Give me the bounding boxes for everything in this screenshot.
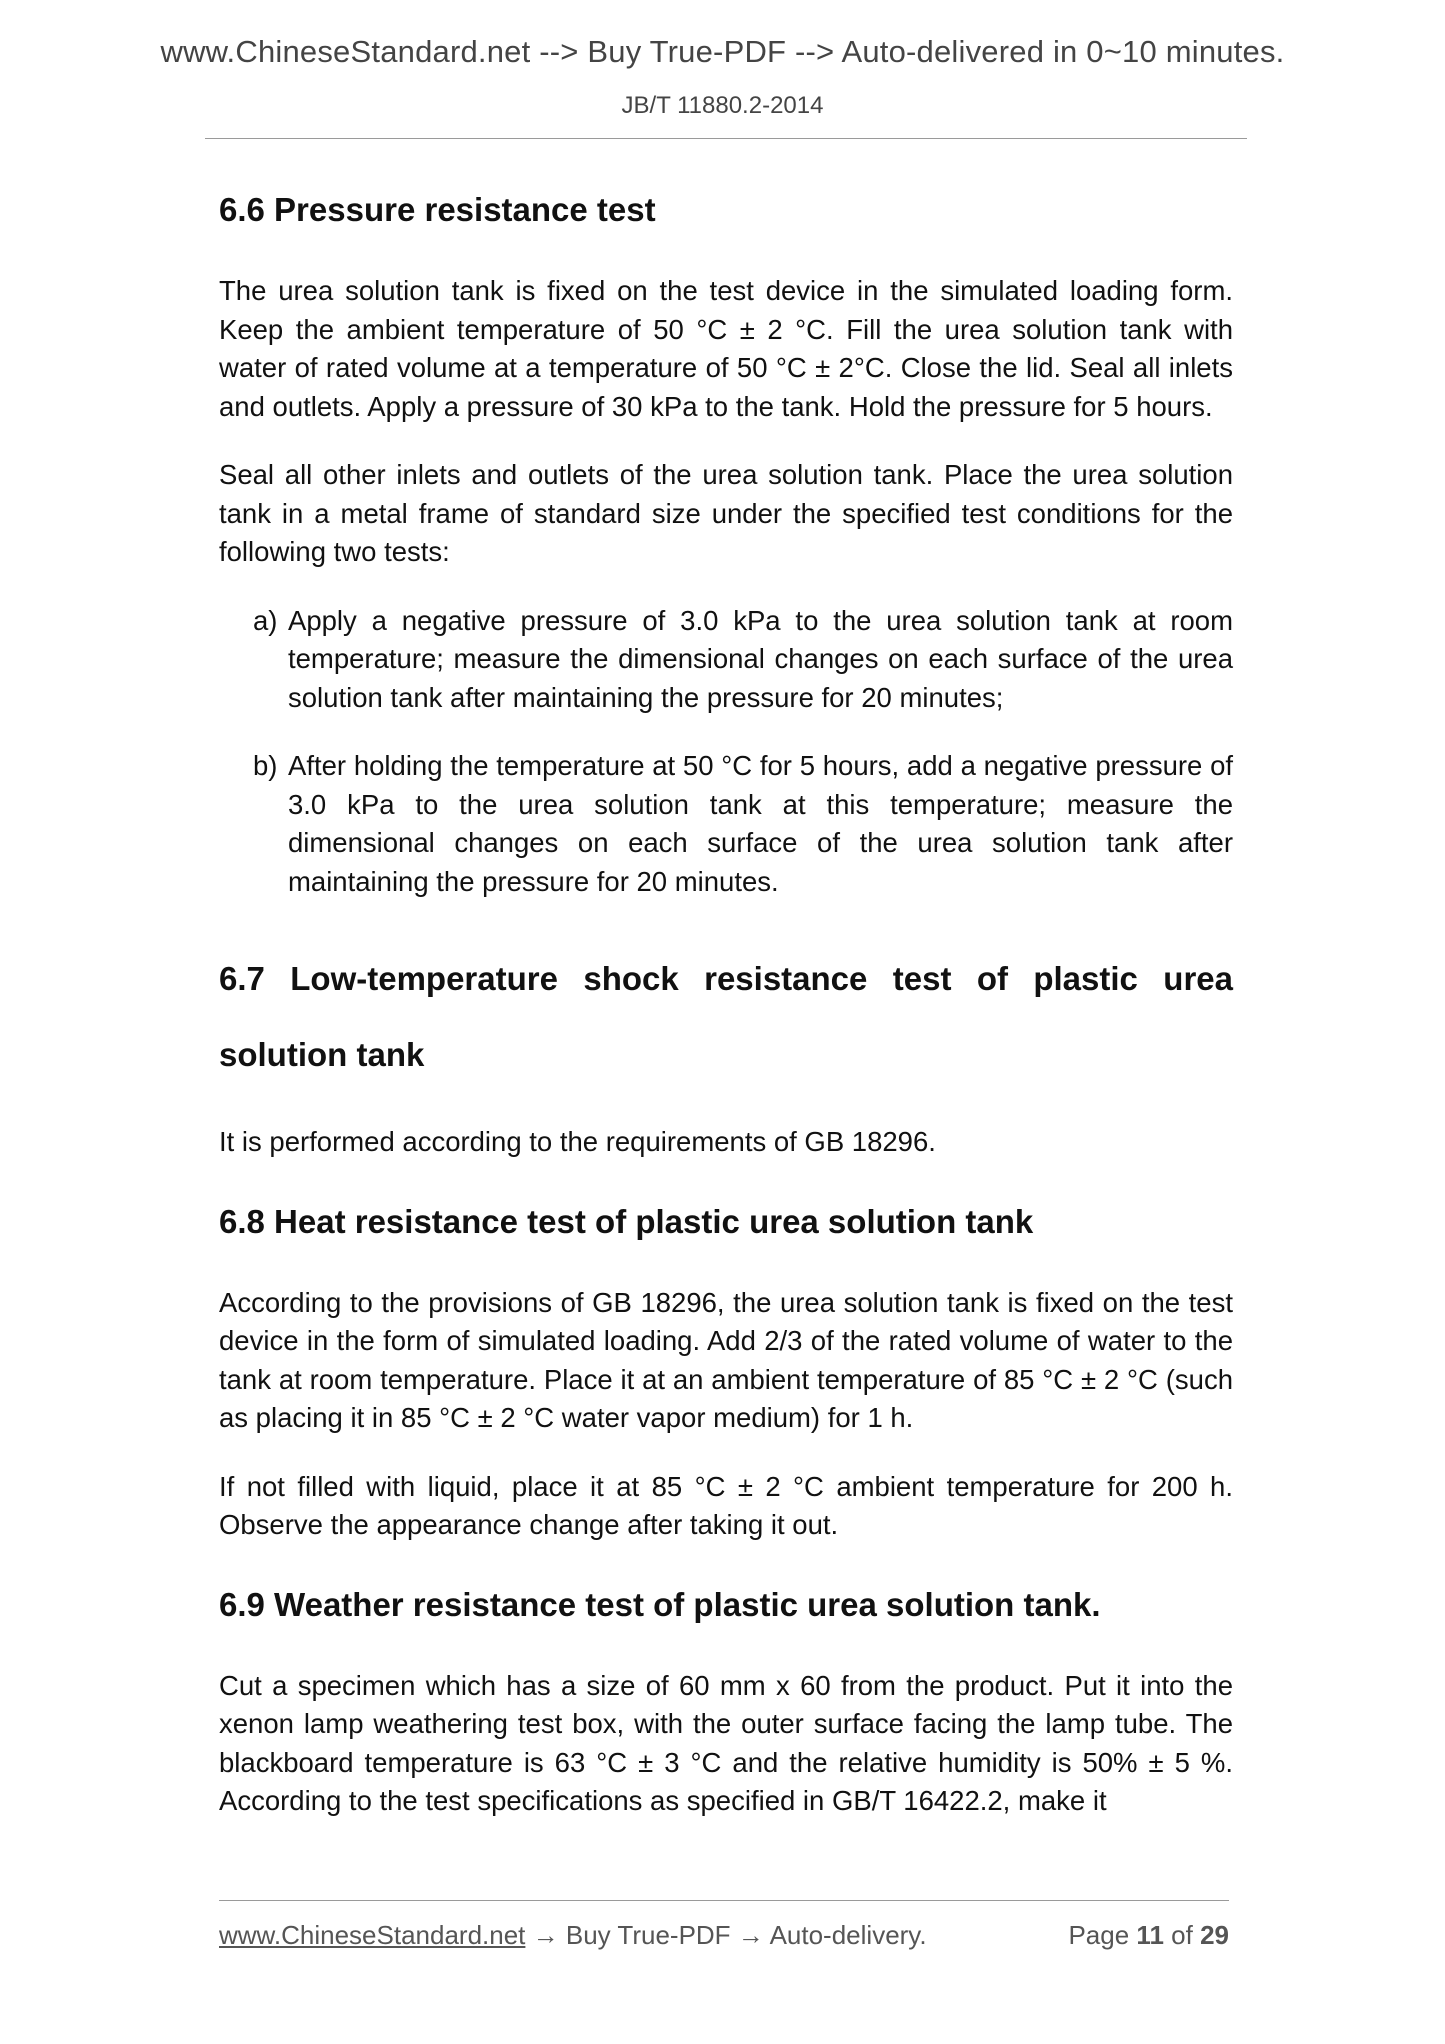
page-label: Page [1068,1920,1130,1950]
list-marker-a: a) [253,604,278,636]
section-6-8-paragraph-2: If not filled with liquid, place it at 85 °C ± 2 °C ambient temperature for 200 h. Observe the appearance change after taking it out. [219,1470,1233,1540]
header-divider [205,138,1247,139]
page-indicator [1068,1920,1229,1951]
section-6-8-heading: 6.8 Heat resistance test of plastic urea solution tank [219,1202,1034,1240]
list-item-a [219,602,1233,718]
section-6-6-paragraph-1: The urea solution tank is fixed on the test device in the simulated loading form. Keep the ambient temperature of 50 °C ± 2 °C. Fill the urea solution tank with water of rated volume at a temperature of 50 °C ± 2°C. Close the lid. Seal all inlets and outlets. Apply a pressure of 30 kPa to the tank. Hold the pressure for 5 hours. [219,275,1233,422]
footer-site-link[interactable]: www.ChineseStandard.net [219,1920,526,1950]
footer-tagline: → Buy True-PDF → Auto-delivery. [525,1920,927,1950]
section-6-9-paragraph-1: Cut a specimen which has a size of 60 mm x 60 from the product. Put it into the xenon lamp weathering test box, with the outer surface facing the lamp tube. The blackboard temperature is 63 °C ± 3 °C and the relative humidity is 50% ± 5 %. According to the test specifications as specified in GB/T 16422.2, make it [219,1669,1233,1816]
standard-number: JB/T 11880.2-2014 [621,92,824,119]
section-6-7-heading: 6.7 Low-temperature shock resistance test of plastic urea solution tank [219,960,1233,1073]
footer-divider [219,1900,1229,1901]
document-body [219,186,1233,1821]
section-6-6-heading: 6.6 Pressure resistance test [219,191,656,228]
site-banner: www.ChineseStandard.net --> Buy True-PDF --> Auto-delivered in 0~10 minutes. [160,34,1285,69]
section-6-6-paragraph-2: Seal all other inlets and outlets of the urea solution tank. Place the urea solution tank in a metal frame of standard size under the specified test conditions for the following two tests: [219,459,1233,567]
section-6-7-paragraph-1: It is performed according to the requirements of GB 18296. [219,1126,936,1157]
list-text-a: Apply a negative pressure of 3.0 kPa to the urea solution tank at room temperature; measure the dimensional changes on each surface of the urea solution tank after maintaining the pressure for 20 minutes; [288,604,1233,713]
section-6-8-paragraph-1: According to the provisions of GB 18296, the urea solution tank is fixed on the test device in the form of simulated loading. Add 2/3 of the rated volume of water to the tank at room temperature. Place it at an ambient temperature of 85 °C ± 2 °C (such as placing it in 85 °C ± 2 °C water vapor medium) for 1 h. [219,1286,1233,1433]
list-marker-b: b) [253,750,278,781]
page-number: 11 [1136,1920,1164,1950]
list-item-b [219,747,1233,901]
list-text-b: After holding the temperature at 50 °C for 5 hours, add a negative pressure of 3.0 kPa to the urea solution tank at this temperature; measure the dimensional changes on each surface of the urea solution tank after maintaining the pressure for 20 minutes. [288,750,1233,897]
of-label: of [1171,1920,1193,1950]
section-6-9-heading: 6.9 Weather resistance test of plastic urea solution tank. [219,1585,1101,1623]
total-pages: 29 [1200,1920,1229,1950]
page-footer [219,1920,1229,1951]
